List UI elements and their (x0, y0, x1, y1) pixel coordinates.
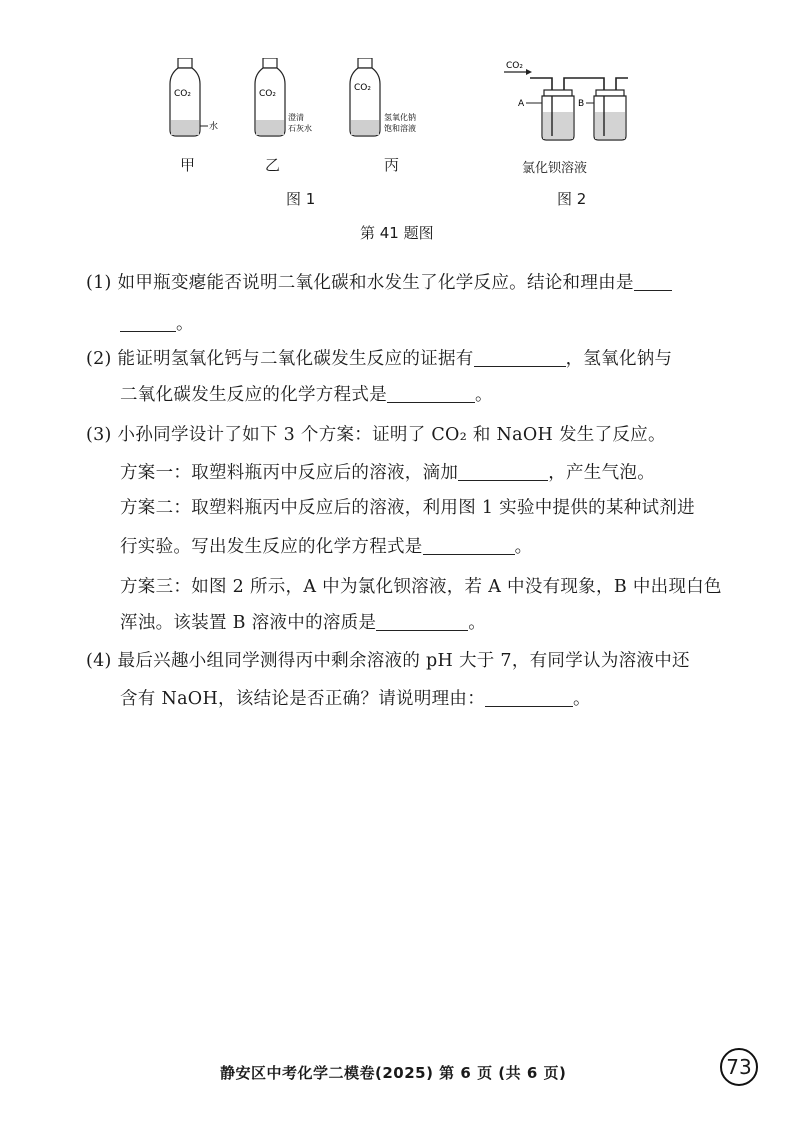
bottle-yi-liquid-label-1: 澄清 (288, 113, 304, 122)
figure-2-solution-label: 氯化钡溶液 (522, 161, 588, 176)
answer-blank-q3-plan3 (376, 614, 468, 631)
question-2-line-2: 二氧化碳发生反应的化学方程式是 。 (120, 385, 493, 405)
question-1-line-1 (86, 272, 726, 294)
figure-2 (500, 56, 650, 156)
bottle-yi-liquid-label-2: 石灰水 (288, 124, 312, 133)
figure-1-caption: 图 1 (286, 190, 316, 208)
figure-2-label-b: B (578, 99, 585, 109)
question-3-plan-2-line-2: 行实验。写出发生反应的化学方程式是 。 (120, 537, 533, 557)
question-3-line-1: (3) 小孙同学设计了如下 3 个方案：证明了 CO₂ 和 NaOH 发生了反应。 (86, 425, 666, 445)
figure-1 (150, 58, 450, 158)
question-4-line-2: 含有 NaOH，该结论是否正确？请说明理由： 。 (120, 689, 591, 709)
answer-blank-q4 (485, 690, 573, 707)
figure-2-label-a: A (518, 99, 525, 109)
figure-1-bottles (150, 58, 450, 158)
answer-blank-q2a (474, 350, 566, 367)
question-1-text: (1) 如甲瓶变瘪能否说明二氧化碳和水发生了化学反应。结论和理由是 (86, 273, 634, 293)
answer-blank-q1 (634, 274, 672, 291)
bottle-bing-gas-label: CO₂ (354, 83, 371, 93)
figure-2-apparatus (500, 56, 650, 156)
question-3-plan-3-line-1: 方案三：如图 2 所示，A 中为氯化钡溶液，若 A 中没有现象，B 中出现白色 (120, 577, 722, 597)
answer-blank-q3-plan2 (423, 538, 515, 555)
bottle-yi-name: 乙 (265, 156, 281, 174)
answer-blank-q3-plan1 (458, 464, 548, 481)
figure-2-gas-label: CO₂ (506, 61, 523, 71)
bottle-jia-name: 甲 (180, 156, 196, 174)
figure-2-caption: 图 2 (557, 190, 587, 208)
bottle-bing-liquid-label-1: 氢氧化钠 (384, 113, 416, 122)
bottle-bing (350, 58, 416, 136)
answer-blank-q1-cont (120, 315, 176, 332)
bottle-jia (170, 58, 218, 136)
question-3-plan-3-line-2: 浑浊。该装置 B 溶液中的溶质是 。 (120, 613, 487, 633)
question-3-plan-2-line-1: 方案二：取塑料瓶丙中反应后的溶液，利用图 1 实验中提供的某种试剂进 (120, 498, 695, 518)
bottle-jia-liquid-label: 水 (209, 122, 219, 132)
bottle-yi (255, 58, 312, 136)
bottle-yi-gas-label: CO₂ (259, 89, 276, 99)
bottle-bing-name: 丙 (384, 156, 400, 174)
question-4-line-1: (4) 最后兴趣小组同学测得丙中剩余溶液的 pH 大于 7，有同学认为溶液中还 (86, 651, 690, 671)
bottle-bing-liquid-label-2: 饱和溶液 (384, 124, 416, 133)
question-2-line-1: (2) 能证明氢氧化钙与二氧化碳发生反应的证据有 ，氢氧化钠与 (86, 349, 673, 369)
answer-blank-q2b (387, 386, 475, 403)
figure-title: 第 41 题图 (360, 224, 434, 242)
question-1-line-2: 。 (120, 313, 726, 335)
page-footer: 静安区中考化学二模卷(2025) 第 6 页 (共 6 页) (220, 1064, 567, 1082)
page-number-badge: 73 (720, 1048, 758, 1086)
bottle-jia-gas-label: CO₂ (174, 89, 191, 99)
question-3-plan-1: 方案一：取塑料瓶丙中反应后的溶液，滴加 ，产生气泡。 (120, 463, 656, 483)
